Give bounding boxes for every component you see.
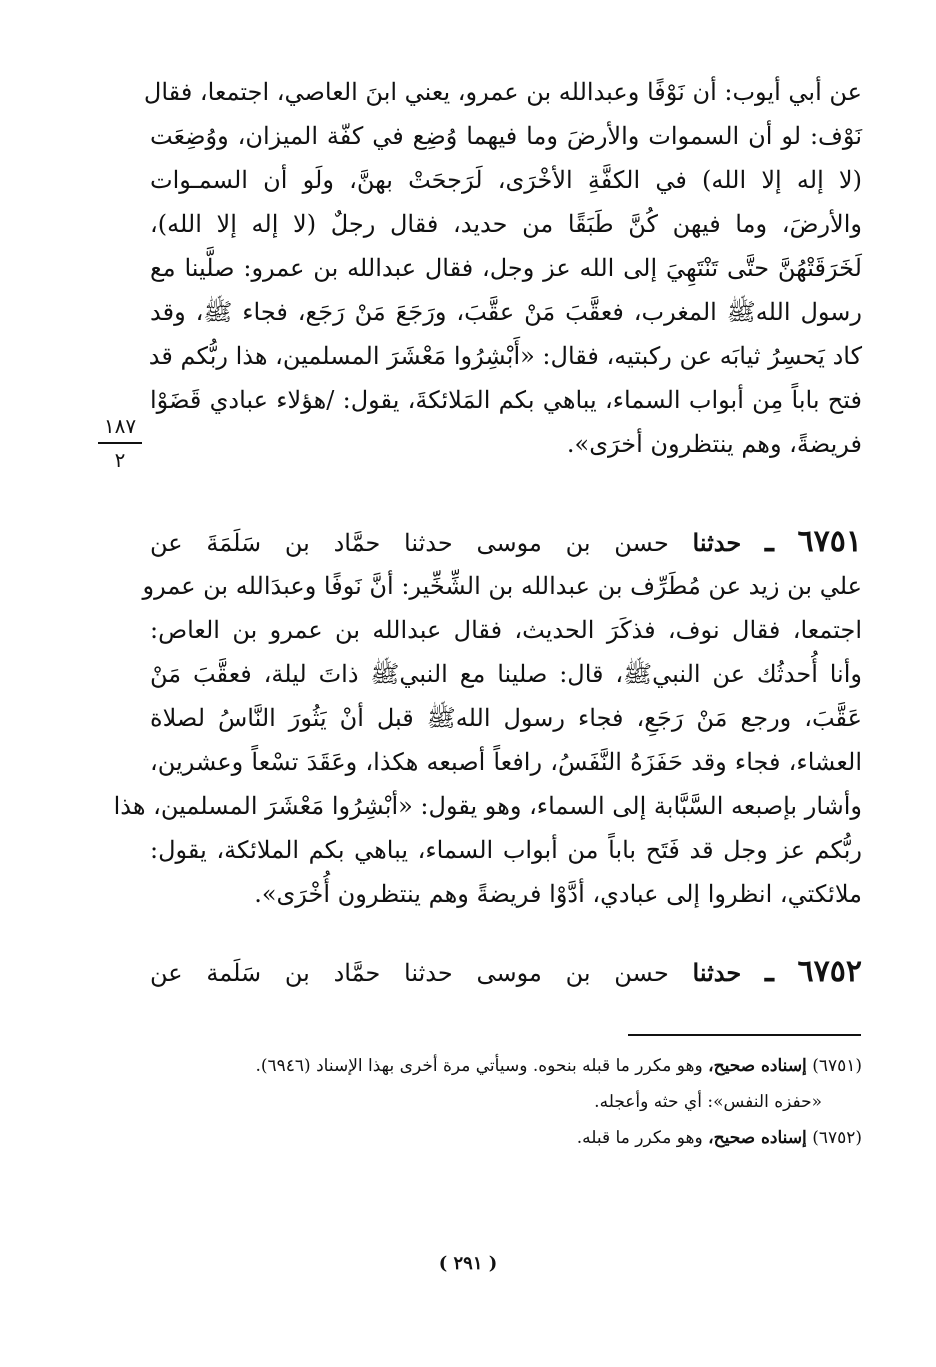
hadith-dash: ـ [764,524,774,559]
footnote-6751 [150,1048,862,1084]
margin-volume-page: ١٨٧ [103,414,137,438]
heading-line-rest: حسن بن موسى حدثنا حمَّاد بن سَلَمَةَ عن [150,529,669,557]
text-line: عَقَّبَ، ورجع مَنْ رَجَعِ، فجاء رسول اللهﷺ قبل أنْ يَثُورَ النَّاسُ لصلاة [150,704,862,732]
text-line: ربُّكم عز وجل قد فَتَح باباً من أبواب السماء، يباهي بكم الملائكة، يقول: [150,836,862,864]
text-line: فتح باباً مِن أبواب السماء، يباهي بكم المَلائكةَ، يقول: /هؤلاء عبادي قَضَوْا [150,386,862,414]
text-line: علي بن زيد عن مُطَرِّف بن عبدالله بن الشِّخِّير: أنَّ نَوفًا وعبدَالله بن عمرو [142,572,862,600]
footnote-ref: (٦٧٥٢) [812,1128,862,1148]
margin-divider [98,442,142,444]
haddathana-word: حدثنا [692,958,742,987]
hadith-heading-line [150,520,862,564]
text-line: العشاء، فجاء وقد حَفَزَهُ النَّفَسُ، رافعاً أصبعه هكذا، وعَقَدَ تسْعاً وعشرين، [150,748,862,776]
text-line: (لا إله إلا الله) في الكفَّةِ الأخْرَى، لَرَجحَتْ بهنَّ، ولَو أن السمـوات [150,166,862,194]
footnote-grading: إسناده صحيح، [708,1056,807,1076]
text-line: وأشار بإصبعه السَّبَّابة إلى السماء، وهو يقول: «أبْشِرُوا مَعْشَرَ المسلمين، هذا [113,792,862,820]
text-line: كاد يَحسِرُ ثيابَه عن ركبتيه، فقال: «أَبْشِرُوا مَعْشَرَ المسلمين، هذا ربُّكم قد [148,342,862,370]
margin-page-reference [92,414,148,472]
hadith-dash: ـ [764,954,774,989]
page-number: ( ٢٩١ ) [438,1253,498,1274]
text-line: فريضةً، وهم ينتظرون أخرَى». [566,430,862,458]
footnotes [150,1048,862,1156]
heading-line-rest: حسن بن موسى حدثنا حمَّاد بن سَلَمة عن [150,959,669,987]
footnote-grading: إسناده صحيح، [708,1128,807,1148]
hadith-heading-line [150,950,862,994]
text-line: لَخَرَقَتْهُنَّ حتَّى تَنْتَهِيَ إلى الله عز وجل، فقال عبدالله بن عمرو: صلَّينا مع [150,254,862,282]
text-line: عن أبي أيوب: أن نَوْفًا وعبدالله بن عمرو، يعني ابنَ العاصي، اجتمعا، فقال [143,78,862,106]
footnote-text: وهو مكرر ما قبله. [576,1128,703,1148]
footnote-text: وهو مكرر ما قبله بنحوه. وسيأتي مرة أخرى بهذا الإسناد (٦٩٤٦). [255,1056,703,1076]
text-line: والأرضَ، وما فيهن كُنَّ طَبَقًا من حديد، فقال رجلٌ (لا إله إلا الله)، [150,210,862,238]
hadith-number: ٦٧٥٢ [797,954,862,989]
haddathana-word: حدثنا [692,528,742,557]
footnote-gloss: «حفزه النفس»: أي حثه وأعجله. [594,1092,822,1112]
footnote-6752 [150,1120,862,1156]
text-line: نَوْف: لو أن السموات والأرضَ وما فيهما وُضِع في كفّة الميزان، ووُضِعَت [150,122,862,150]
footnote-ref: (٦٧٥١) [812,1056,862,1076]
text-line: وأنا أُحدثُك عن النبيﷺ، قال: صلينا مع النبيﷺ ذاتَ ليلة، فعقَّبَ مَنْ [150,660,862,688]
main-text-part1 [143,70,862,466]
hadith-number: ٦٧٥١ [797,524,862,559]
text-line: رسول اللهﷺ المغرب، فعقَّبَ مَنْ عقَّبَ، ورَجَعَ مَنْ رَجَع، فجاء ﷺ، وقد [150,298,862,326]
text-line: اجتمعا، فقال نوف، فذكَرَ الحديث، فقال عبدالله بن عمرو بن العاص: [150,616,862,644]
hadith-6751 [113,520,862,916]
hadith-6752 [150,950,862,994]
margin-part-number: ٢ [114,448,126,472]
text-line: ملائكتي، انظروا إلى عبادي، أدَّوْا فريضةً وهم ينتظرون أُخْرَى». [254,880,862,908]
footnote-separator [628,1034,861,1036]
